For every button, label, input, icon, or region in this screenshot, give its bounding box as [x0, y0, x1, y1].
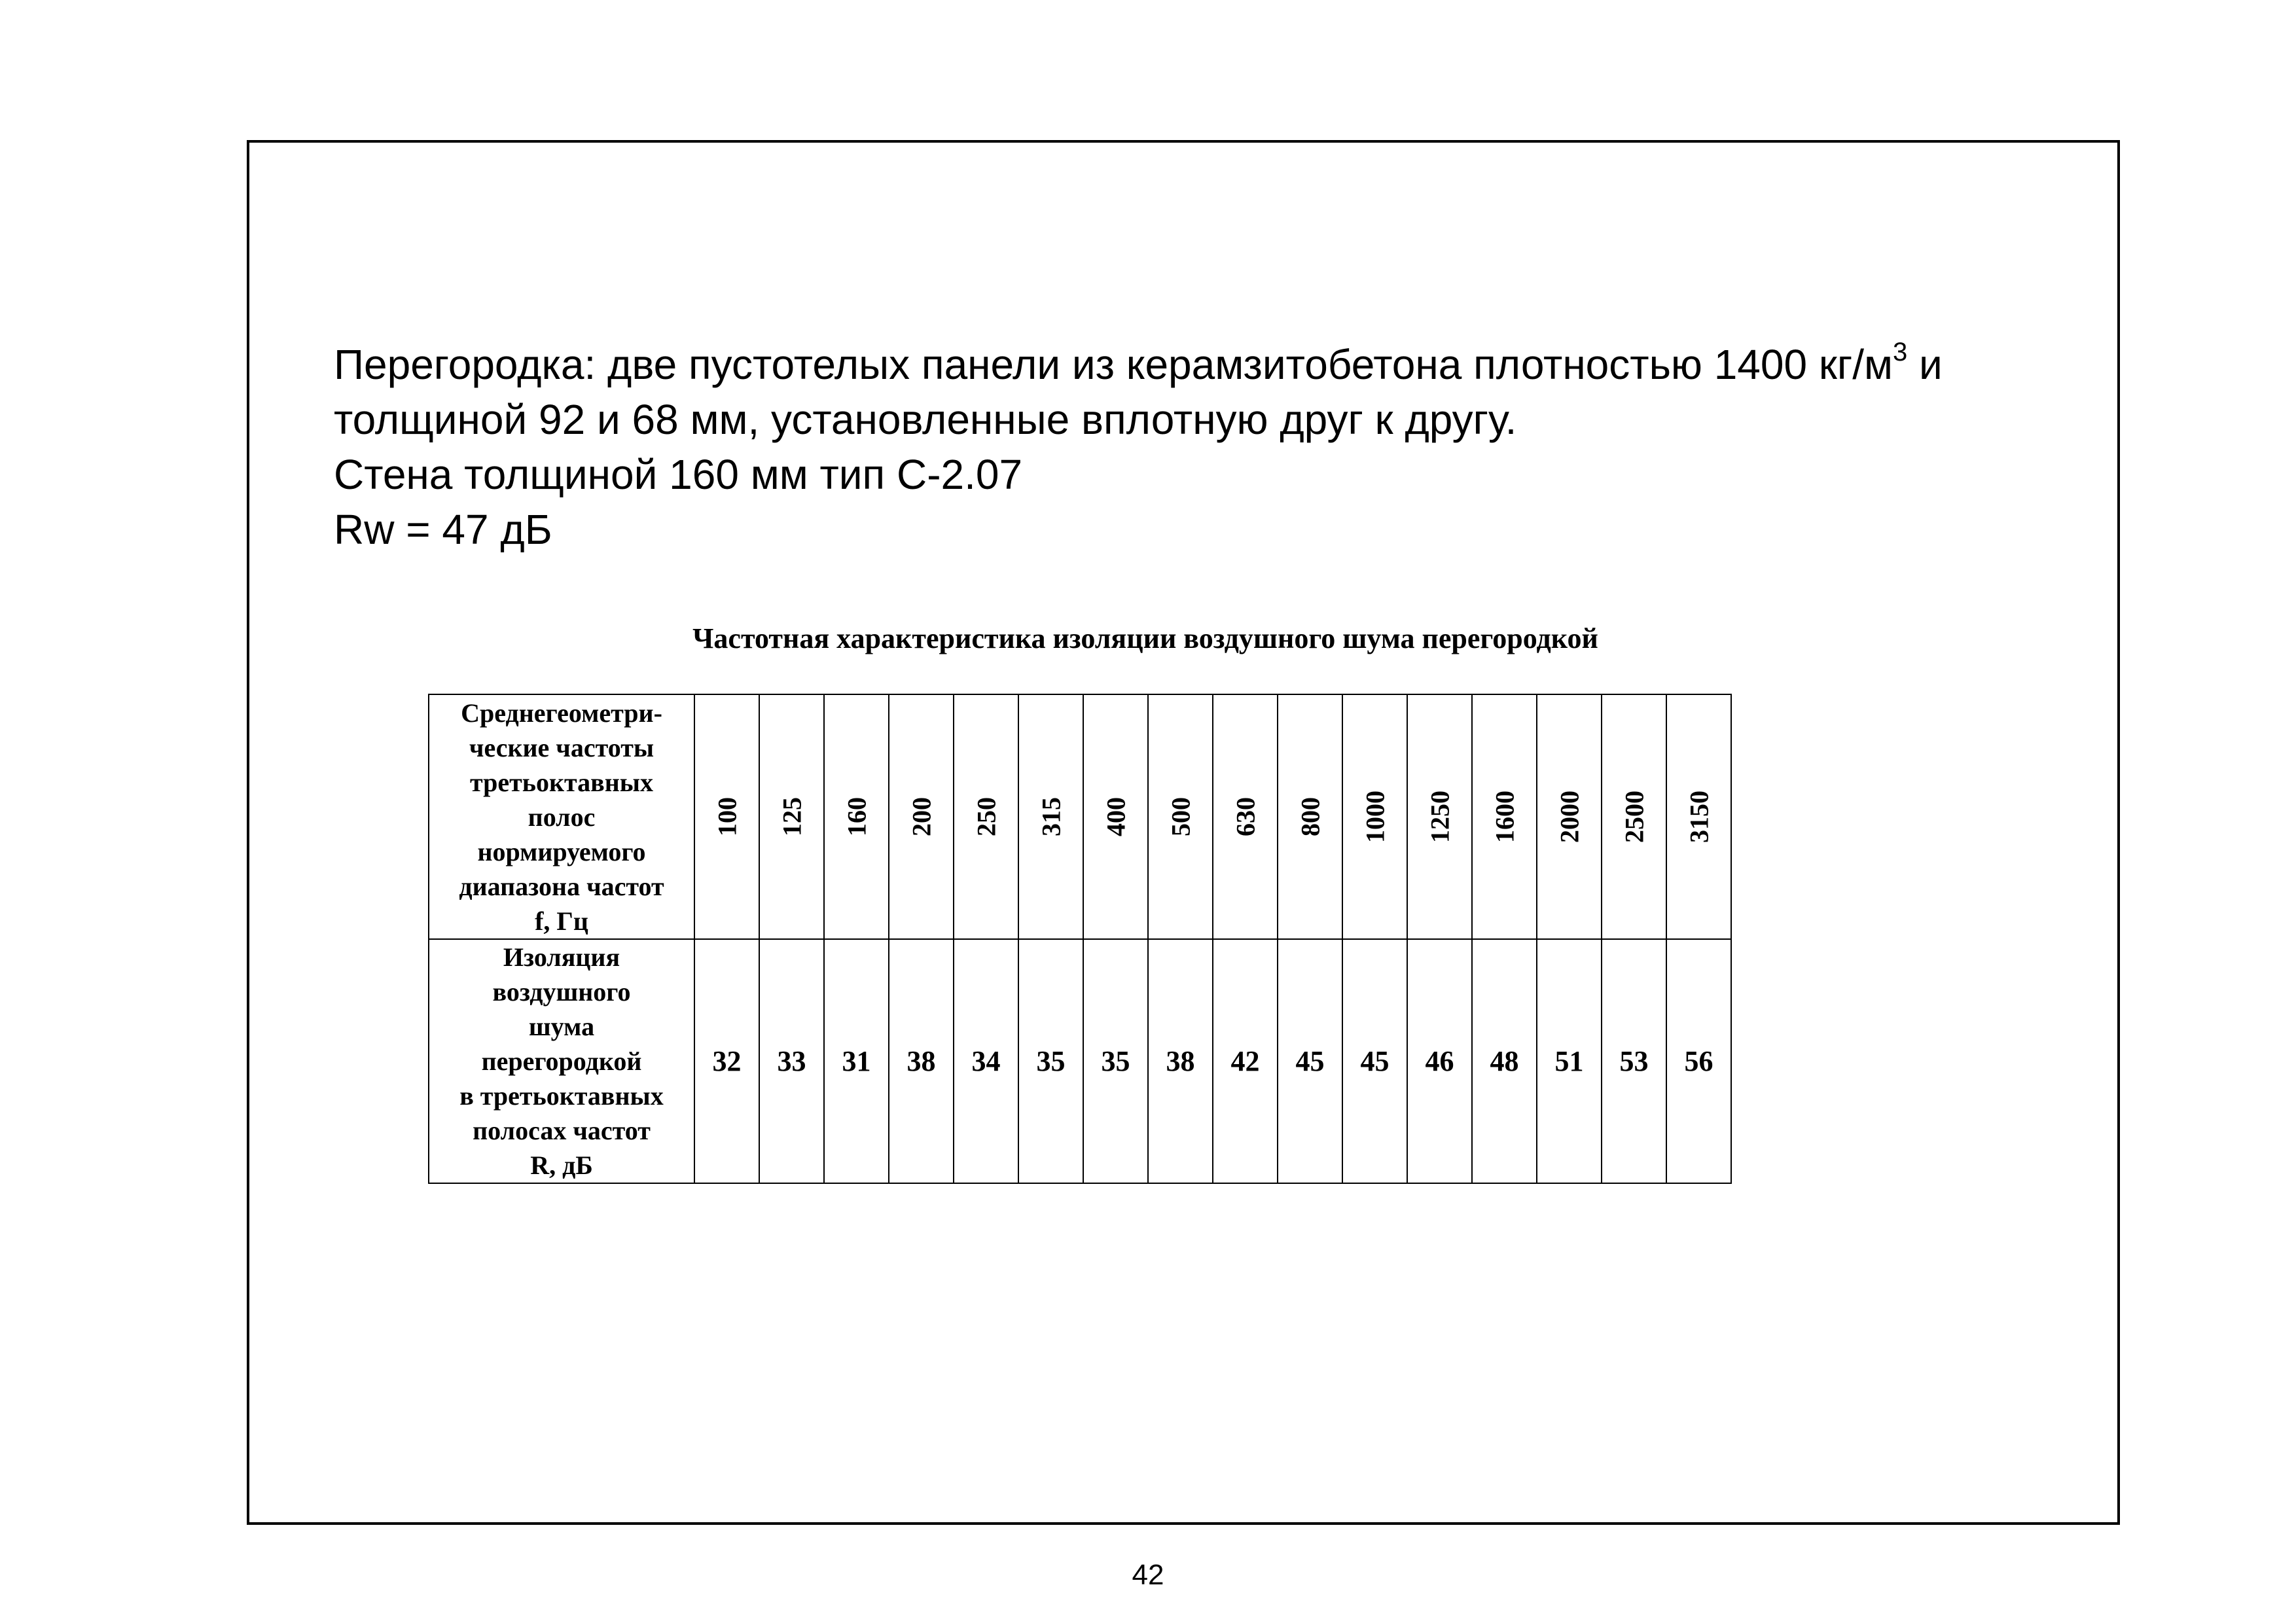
frequency-value: 3150: [1684, 791, 1713, 843]
insulation-value-cell: 48: [1472, 939, 1537, 1183]
insulation-value-cell: 34: [954, 939, 1018, 1183]
insulation-value-cell: 31: [824, 939, 889, 1183]
insulation-line: шума: [528, 1012, 595, 1041]
frequency-cell: [1472, 694, 1537, 939]
frequency-value: 125: [777, 797, 806, 836]
insulation-value-cell: 46: [1407, 939, 1472, 1183]
page-number: 42: [1132, 1559, 1164, 1591]
frequency-cell: [1537, 694, 1602, 939]
frequency-line: ческие частоты: [469, 732, 655, 762]
frequency-value: 315: [1036, 797, 1066, 836]
frequency-value: 1600: [1490, 791, 1519, 843]
frequency-value: 800: [1295, 797, 1325, 836]
frequency-cell: [694, 694, 759, 939]
description-line-2: толщиной 92 и 68 мм, установленные вплотную друг к другу.: [334, 396, 1517, 443]
frequency-cell: [1602, 694, 1666, 939]
frequency-cell: [1666, 694, 1731, 939]
frequency-cell: [1083, 694, 1148, 939]
insulation-value-cell: 42: [1213, 939, 1278, 1183]
description-line-1-text: Перегородка: две пустотелых панели из керамзитобетона плотностью 1400 кг/м: [334, 341, 1893, 388]
frequency-value: 400: [1101, 797, 1130, 836]
frequency-cell: [1018, 694, 1083, 939]
insulation-line: R, дБ: [530, 1150, 593, 1180]
frequency-value: 250: [971, 797, 1001, 836]
table-title: Частотная характеристика изоляции воздушного шума перегородкой: [692, 622, 1598, 654]
frequency-table: [428, 694, 1732, 1184]
insulation-value-cell: 35: [1083, 939, 1148, 1183]
frequency-cell: [1278, 694, 1342, 939]
frequency-cell: [1342, 694, 1407, 939]
insulation-value-cell: 38: [1148, 939, 1213, 1183]
frequency-line: диапазона частот: [459, 871, 664, 901]
frequency-value: 1000: [1360, 791, 1390, 843]
insulation-value-cell: 35: [1018, 939, 1083, 1183]
frequency-value: 500: [1166, 797, 1195, 836]
wall-type-line: Стена толщиной 160 мм тип С-2.07: [334, 451, 1023, 498]
frequency-cell: [1148, 694, 1213, 939]
insulation-line: воздушного: [492, 977, 631, 1007]
superscript-cube: 3: [1892, 338, 1908, 366]
insulation-value-cell: 45: [1278, 939, 1342, 1183]
insulation-value-cell: 56: [1666, 939, 1731, 1183]
insulation-value-cell: 51: [1537, 939, 1602, 1183]
insulation-row-header: [429, 939, 694, 1183]
frequency-value: 2500: [1619, 791, 1649, 843]
frequency-line: Среднегеометри-: [461, 698, 662, 728]
frequency-cell: [1407, 694, 1472, 939]
frequency-cell: [759, 694, 824, 939]
frequency-value: 2000: [1554, 791, 1584, 843]
frequency-row-header: [429, 694, 694, 939]
frequency-cell: [954, 694, 1018, 939]
frequency-line: f, Гц: [535, 906, 588, 936]
frequency-cell: [824, 694, 889, 939]
frequency-line: третьоктавных: [470, 767, 653, 797]
insulation-value-cell: 33: [759, 939, 824, 1183]
frequency-cell: [889, 694, 954, 939]
frequency-value: 100: [712, 797, 742, 836]
insulation-value-cell: 32: [694, 939, 759, 1183]
frequency-line: нормируемого: [477, 836, 646, 866]
frequency-cell: [1213, 694, 1278, 939]
description-line-1: [334, 337, 2068, 392]
insulation-value-cell: 38: [889, 939, 954, 1183]
frequency-line: полос: [528, 802, 596, 832]
insulation-value-cell: 45: [1342, 939, 1407, 1183]
insulation-line: Изоляция: [503, 942, 620, 972]
frequency-value: 200: [906, 797, 936, 836]
frequency-value: 1250: [1425, 791, 1454, 843]
insulation-line: в третьоктавных: [459, 1081, 664, 1111]
frequency-row: [429, 694, 1731, 939]
rw-value-line: Rw = 47 дБ: [334, 506, 552, 553]
insulation-line: полосах частот: [473, 1116, 651, 1145]
frequency-value: 160: [842, 797, 871, 836]
insulation-value-cell: 53: [1602, 939, 1666, 1183]
insulation-line: перегородкой: [481, 1046, 642, 1076]
insulation-row: [429, 939, 1731, 1183]
description-block: [334, 337, 2068, 557]
frequency-value: 630: [1230, 797, 1260, 836]
description-line-1-tail: и: [1907, 341, 1943, 388]
